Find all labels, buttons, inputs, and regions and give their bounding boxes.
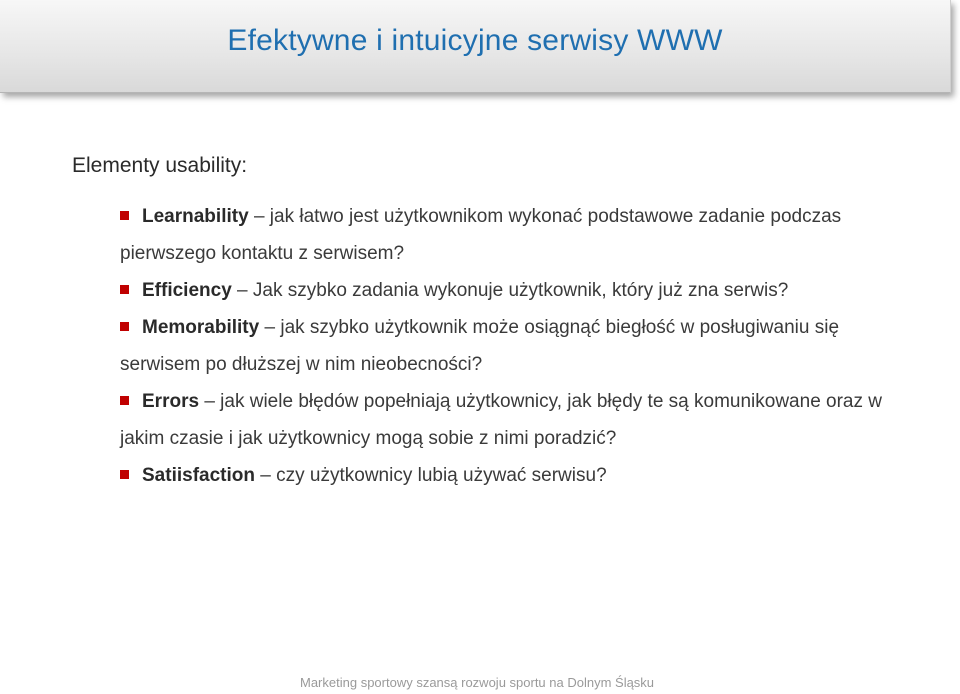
slide-content	[72, 150, 922, 494]
item-text: Jak szybko zadania wykonuje użytkownik, który już zna serwis?	[252, 280, 789, 301]
square-bullet-icon	[120, 211, 129, 220]
square-bullet-icon	[120, 285, 129, 294]
list-item-memorability	[120, 309, 922, 383]
slide-footer: Marketing sportowy szansą rozwoju sportu na Dolnym Śląsku	[300, 675, 655, 690]
list-item-learnability	[120, 198, 922, 272]
square-bullet-icon	[120, 470, 129, 479]
list-item-satisfaction	[120, 457, 922, 494]
slide-title: Efektywne i intuicyjne serwisy WWW	[227, 24, 723, 57]
item-dash: –	[237, 280, 248, 301]
item-text: czy użytkownicy lubią używać serwisu?	[276, 465, 607, 486]
item-term: Satiisfaction	[142, 465, 255, 486]
item-dash: –	[260, 465, 271, 486]
square-bullet-icon	[120, 322, 129, 331]
item-term: Errors	[142, 391, 200, 412]
item-dash: –	[204, 391, 215, 412]
list-item-efficiency	[120, 272, 922, 309]
item-text: jak łatwo jest użytkownikom wykonać podstawowe zadanie podczas pierwszego kontaktu z serwisem?	[120, 206, 842, 264]
list-item-errors	[120, 383, 922, 457]
title-bar	[0, 0, 951, 93]
item-dash: –	[253, 206, 265, 227]
square-bullet-icon	[120, 396, 129, 405]
item-dash: –	[264, 317, 276, 338]
item-text: jak wiele błędów popełniają użytkownicy, jak błędy te są komunikowane oraz w jakim czasie i jak użytkownicy mogą sobie z nimi poradzić?	[120, 391, 882, 449]
intro-text: Elementy usability:	[72, 154, 248, 177]
item-term: Memorability	[142, 317, 260, 338]
item-text: jak szybko użytkownik może osiągnąć biegłość w posługiwaniu się serwisem po dłuższej w nim nieobecności?	[120, 317, 840, 375]
item-term: Efficiency	[142, 280, 232, 301]
item-term: Learnability	[142, 206, 249, 227]
